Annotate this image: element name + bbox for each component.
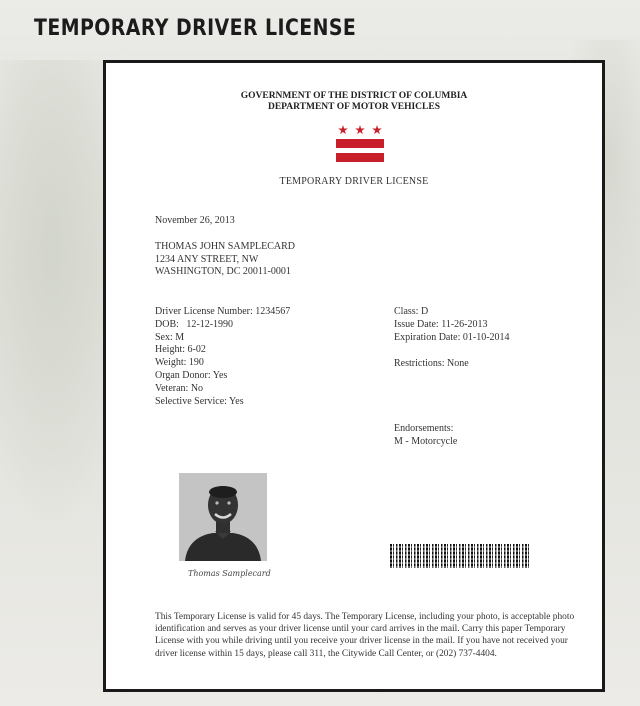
organ-donor: Organ Donor: Yes bbox=[155, 369, 228, 381]
flag-star bbox=[338, 125, 348, 135]
expiration-date: Expiration Date: 01-10-2014 bbox=[394, 331, 510, 343]
license-details-right bbox=[394, 306, 510, 344]
endorsements bbox=[394, 423, 457, 448]
flag-star bbox=[355, 125, 365, 135]
government-line: GOVERNMENT OF THE DISTRICT OF COLUMBIA bbox=[240, 91, 468, 101]
endorsements-value: M - Motorcycle bbox=[394, 435, 458, 447]
height: Height: 6-02 bbox=[155, 344, 206, 356]
license-photo bbox=[179, 473, 267, 561]
issue-letter-date: November 26, 2013 bbox=[155, 215, 235, 226]
department-line: DEPARTMENT OF MOTOR VEHICLES bbox=[267, 102, 440, 112]
page-heading: TEMPORARY DRIVER LICENSE bbox=[34, 16, 357, 41]
flag-bar bbox=[336, 139, 384, 148]
flag-bar bbox=[336, 153, 384, 162]
restrictions: Restrictions: None bbox=[394, 358, 469, 369]
license-document bbox=[103, 60, 605, 692]
holder-name: THOMAS JOHN SAMPLECARD bbox=[155, 241, 296, 252]
mailing-address bbox=[155, 241, 295, 279]
license-number: Driver License Number: 1234567 bbox=[155, 306, 291, 317]
validity-notice: This Temporary License is valid for 45 days. The Temporary License, including your photo, is acceptable photo identification and serves as your driver license until your card arrives in the mail. Carry this paper Temporary License with you while driving until you receive your driver license in the mail. If you have not received your driver license within 15 days, please call 311, the Citywide Call Center, or (202) 737-4404. bbox=[155, 612, 575, 659]
government-header bbox=[106, 91, 602, 113]
selective-service: Selective Service: Yes bbox=[155, 395, 244, 407]
license-class: Class: D bbox=[394, 306, 429, 317]
sex: Sex: M bbox=[155, 331, 185, 343]
signature: Thomas Samplecard bbox=[188, 569, 271, 578]
portrait-image bbox=[179, 473, 267, 561]
endorsements-label: Endorsements: bbox=[394, 423, 454, 434]
holder-city: WASHINGTON, DC 20011-0001 bbox=[155, 266, 291, 277]
dob: DOB: 12-12-1990 bbox=[155, 318, 234, 330]
barcode bbox=[390, 544, 530, 568]
document-title: TEMPORARY DRIVER LICENSE bbox=[279, 176, 429, 187]
holder-street: 1234 ANY STREET, NW bbox=[155, 253, 259, 265]
dc-flag-icon bbox=[336, 125, 384, 165]
weight: Weight: 190 bbox=[155, 357, 204, 369]
flag-star bbox=[372, 125, 382, 135]
veteran: Veteran: No bbox=[155, 382, 204, 394]
issue-date: Issue Date: 11-26-2013 bbox=[394, 318, 488, 330]
license-details-left bbox=[155, 306, 290, 408]
